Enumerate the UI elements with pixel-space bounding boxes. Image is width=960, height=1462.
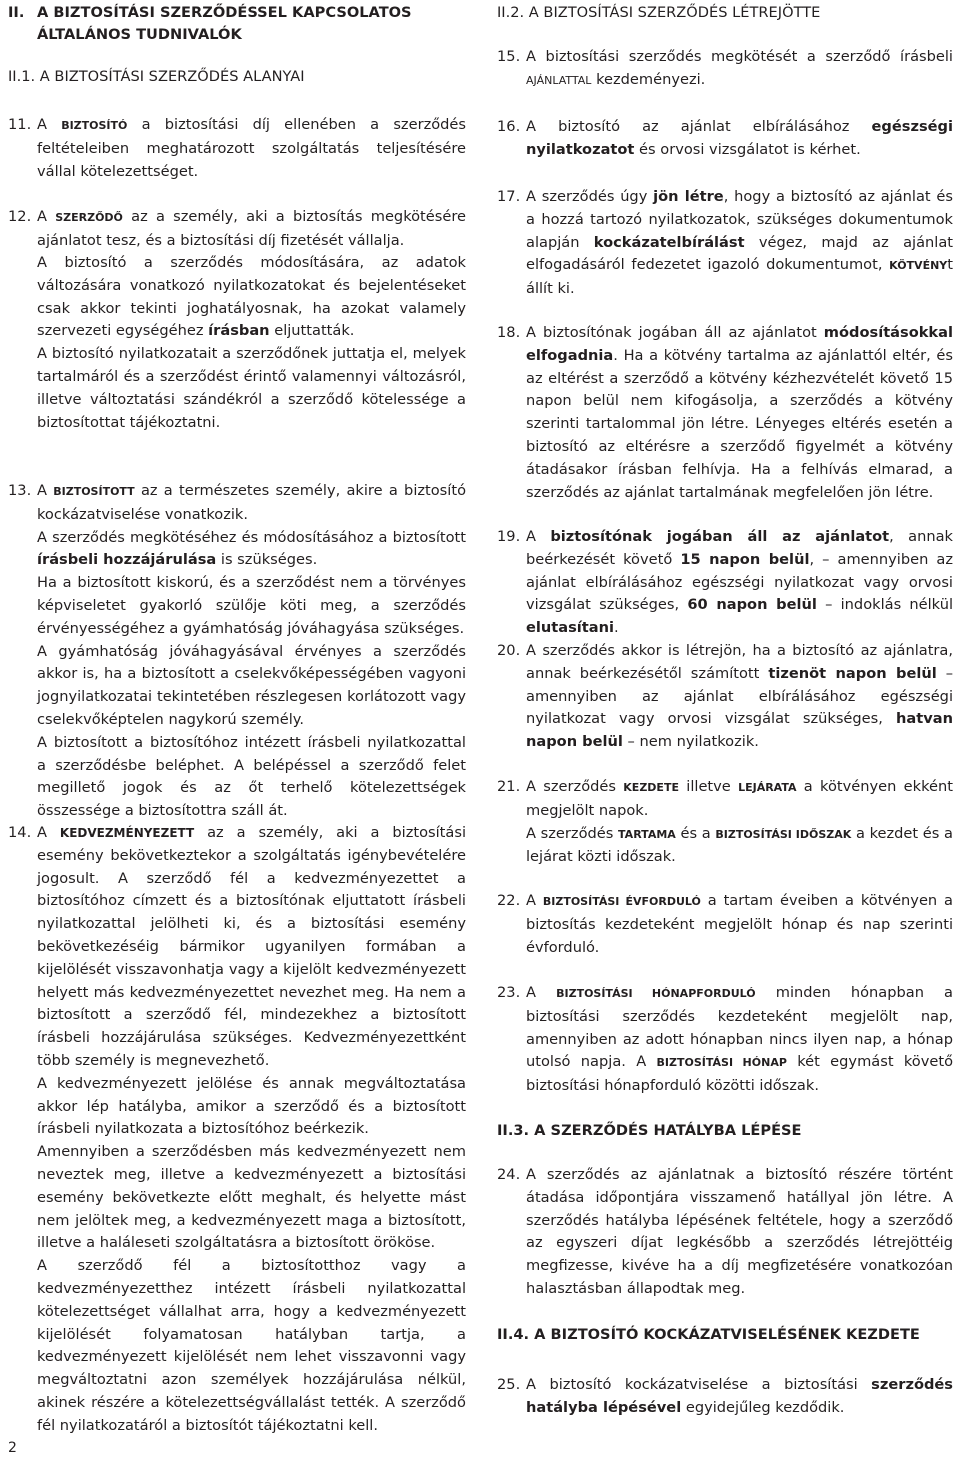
term: TARTAMA	[618, 827, 676, 841]
item-18	[497, 322, 953, 504]
item-17	[497, 186, 953, 301]
item-number: 24.	[497, 1166, 521, 1183]
item-paragraph: A biztosító nyilatkozatait a szerződőnek juttatja el, melyek tartalmáról és a szerződést érintő valamennyi változásról, illetve változtatási szándékról a szerződő kötelessége a biztosítottat tájékoztatni.	[37, 345, 466, 431]
item-paragraph	[37, 252, 466, 343]
page-number: 2	[8, 1440, 17, 1456]
item-paragraph: A biztosított a biztosítóhoz intézett írásbeli nyilatkozattal a szerződésbe beléphet. A belépéssel a szerződő felet megillető jogok és az őt terhelő kötelezettségek összessége a biztosítottra száll át.	[37, 733, 466, 820]
text: A biztosítónak jogában áll az ajánlatot	[526, 324, 824, 341]
text: A	[37, 824, 60, 841]
item-22	[497, 890, 953, 959]
item-body	[526, 1164, 953, 1301]
item-23	[497, 982, 953, 1098]
item-body	[526, 322, 953, 504]
item-paragraph	[526, 776, 953, 823]
item-body	[526, 46, 953, 93]
item-paragraph	[526, 1374, 953, 1420]
text: A szerződés úgy	[526, 188, 654, 205]
text: A szerződés	[526, 824, 619, 842]
text: . Ha a kötvény tartalma az ajánlattól eltér, és az eltérést a szerződő a kötvény kézhezvételét követő 15 napon belül nem kifogásolja, a szerződés a kötvény szerinti tartalommal jön létre. Lényeges eltérés esetén a biztosító az eltérésre a szerződő figyelmét a kötvény átadásakor írásban felhívja. Ha a felhívás elmarad, a szerződés az ajánlat tartalmának megfelelően jön létre.	[526, 346, 953, 501]
item-21	[497, 776, 953, 869]
item-12-continuation	[37, 252, 466, 434]
item-paragraph	[526, 640, 953, 754]
text: A	[526, 528, 551, 545]
text: kezdeményezi.	[591, 70, 706, 88]
term: AJÁNLATTAL	[526, 73, 592, 87]
text: A	[37, 482, 54, 499]
item-number: 15.	[497, 48, 521, 65]
text: A	[37, 116, 62, 133]
emphasis: írásbeli hozzájárulása	[37, 551, 217, 569]
item-paragraph	[526, 982, 953, 1098]
emphasis: egészségi nyilatkozatot	[526, 118, 953, 158]
text: t állít ki.	[526, 256, 953, 298]
text: , annak beérkezését követő	[526, 528, 953, 568]
text: a kötvényen ekként megjelölt napok.	[526, 778, 953, 819]
item-paragraph	[526, 46, 953, 93]
item-body	[526, 776, 953, 869]
text: A	[37, 208, 56, 225]
item-paragraph: Ha a biztosított kiskorú, és a szerződést nem a törvényes képviseletet gyakorló szülője köti meg, a szerződés érvényességéhez a gyámhatóság jóváhagyása szükséges.	[37, 574, 466, 637]
emphasis: jön létre	[653, 188, 724, 205]
text: – amennyiben az ajánlat elbírálásához egészségi nyilatkozat vagy orvosi vizsgálat szükséges,	[526, 664, 954, 728]
emphasis: szerződés hatályba lépésével	[526, 1376, 953, 1416]
text: az a természetes személy, akire a biztosító kockázatviselése vonatkozik.	[37, 482, 466, 523]
text: és a	[675, 824, 716, 842]
item-paragraph	[37, 114, 466, 183]
item-body	[37, 822, 466, 1438]
item-paragraph: A gyámhatóság jóváhagyásával érvényes a szerződés akkor is, ha a biztosított a cselekvőképességében vagyoni jognyilatkozatai tekintetében részlegesen korlátozott vagy cselekvőképtelen nagykorú személy.	[37, 642, 466, 728]
item-19	[497, 526, 953, 640]
emphasis: 15 napon belül	[680, 550, 810, 568]
item-body	[37, 206, 466, 253]
section-heading-ii-4: II.4. A BIZTOSÍTÓ KOCKÁZATVISELÉSÉNEK KEZDETE	[497, 1326, 920, 1343]
text: A	[526, 984, 557, 1001]
item-body	[37, 114, 466, 183]
section-heading-ii-2: II.2. A BIZTOSÍTÁSI SZERZŐDÉS LÉTREJÖTTE	[497, 4, 821, 21]
term: BIZTOSÍTÁSI HÓNAPFORDULÓ	[556, 987, 756, 1000]
item-body	[526, 526, 953, 640]
emphasis: tizenöt napon belül	[768, 664, 937, 682]
term: KÖTVÉNY	[889, 259, 948, 273]
term: BIZTOSÍTÁSI HÓNAP	[656, 1056, 787, 1070]
text: .	[614, 619, 619, 637]
item-14	[8, 822, 466, 1438]
item-number: 13.	[8, 482, 32, 499]
item-paragraph	[37, 480, 466, 527]
item-paragraph: A szerződés az ajánlatnak a biztosító részére történt átadása időpontjára visszamenő hatállyal jön létre. A szerződés hatályba lépésének feltétele, hogy a szerződő az egyszeri díjat legkésőbb a szerződés létrejöttéig megfizesse, kivéve ha a díj megfizetésére vonatkozóan halasztásban állapodtak meg.	[526, 1166, 953, 1297]
item-number: 11.	[8, 116, 32, 133]
text: a tartam éveiben a kötvényen a biztosítás kezdeteként megjelölt hónap és nap szerinti évforduló.	[526, 892, 953, 956]
term: KEZDETE	[623, 781, 679, 794]
term: BIZTOSÍTOTT	[53, 485, 135, 498]
item-20	[497, 640, 953, 754]
text: A szerződés	[526, 778, 624, 795]
item-paragraph	[37, 527, 466, 573]
text: A biztosító kockázatviselése a biztosítási	[526, 1376, 872, 1393]
heading-line-1: A BIZTOSÍTÁSI SZERZŐDÉSSEL KAPCSOLATOS	[37, 4, 412, 21]
item-12	[8, 206, 466, 253]
text: minden hónapban a biztosítási szerződés kezdeteként megjelölt nap, amennyiben az adott hónapban nincs ilyen nap, a hónap utolsó napja. A	[526, 984, 954, 1071]
emphasis: írásban	[208, 322, 270, 340]
text: A biztosítási szerződés megkötését a szerződő írásbeli	[526, 48, 953, 65]
item-paragraph	[526, 116, 953, 162]
text: , – amennyiben az ajánlat elbírálásához egészségi nyilatkozat vagy orvosi vizsgálat szükséges,	[526, 550, 953, 614]
term: KEDVEZMÉNYEZETT	[59, 826, 195, 840]
item-24	[497, 1164, 953, 1301]
text: a kezdet és a lejárat közti időszak.	[526, 824, 953, 866]
item-number: 12.	[8, 208, 32, 225]
text: két egymást követő biztosítási hónapforduló közötti időszak.	[526, 1053, 953, 1095]
text: a biztosítási díj ellenében a szerződés feltételeiben meghatározott szolgáltatás teljesítésére vállal kötelezettséget.	[37, 116, 466, 180]
text: , hogy a biztosító az ajánlat és a hozzá tartozó nyilatkozatok, szükséges dokumentumok alapján	[526, 188, 953, 251]
text: A szerződés akkor is létrejön, ha a biztosító az ajánlatra, annak beérkezésétől számított	[526, 642, 953, 682]
item-paragraph: A szerződő fél a biztosítotthoz vagy a kedvezményezetthez intézett írásbeli nyilatkozattal kötelezettséget vállalhat arra, hogy a kedvezményezett kijelölését folyamatosan hatályban tartja, a kedvezményezett kijelölését nem lehet visszavonni vagy megváltoztatni azon személyek hozzájárulása nélkül, akinek részére a kötelezettségvállalást tették. A szerződő fél nyilatkozatáról a biztosítót tájékoztatni kell.	[37, 1257, 466, 1434]
text: az a személy, aki a biztosítás megkötésére ajánlatot tesz, és a biztosítási díj fizetését vállalja.	[37, 208, 467, 249]
item-paragraph	[526, 823, 953, 870]
section-heading-ii-3: II.3. A SZERZŐDÉS HATÁLYBA LÉPÉSE	[497, 1122, 802, 1139]
item-11	[8, 114, 466, 183]
item-paragraph: Amennyiben a szerződésben más kedvezményezett nem neveztek meg, illetve a kedvezményezett a biztosítási esemény bekövetkezte előtt meghalt, és helyette mást nem jelöltek meg, a kedvezményezett maga a biztosított, illetve a haláleseti szolgáltatásra a biztosított örököse.	[37, 1143, 466, 1252]
text: az a személy, aki a biztosítási esemény bekövetkeztekor a szolgáltatás igénybevételére jogosult. A szerződő fél a kedvezményezettet a biztosítóhoz címzett és a biztosítónak eljuttatott írásbeli nyilatkozattal jelölheti ki, és a biztosítási esemény bekövetkezéséig bármikor ugyanilyen formában a kijelölését visszavonhatja vagy a kijelölt kedvezményezett helyett más kedvezményezettet nevezhet meg. Ha nem a biztosított a szerződő fél, mindezekhez a biztosított írásbeli hozzájárulása szükséges. Kedvezményezettként több személy is megnevezhető.	[37, 824, 466, 1069]
text: illetve	[678, 778, 739, 795]
emphasis: kockázatelbírálást	[593, 233, 745, 251]
text: A biztosító a szerződés módosítására, az adatok változására vonatkozó nyilatkozatokat és bejelentéseket csak akkor tekinti joghatályosnak, ha azokat valamely szervezeti egységéhez	[37, 254, 466, 340]
item-body	[37, 480, 466, 823]
term: BIZTOSÍTÁSI IDŐSZAK	[715, 827, 852, 841]
item-body	[526, 640, 953, 754]
section-heading-ii-1: II.1. A BIZTOSÍTÁSI SZERZŐDÉS ALANYAI	[8, 68, 305, 85]
emphasis: hatvan napon belül	[526, 710, 953, 751]
item-paragraph	[526, 322, 953, 504]
text: egyidejűleg kezdődik.	[681, 1398, 845, 1416]
item-13	[8, 480, 466, 823]
heading-text	[37, 2, 412, 46]
section-heading-ii	[8, 2, 466, 46]
text: is szükséges.	[216, 551, 318, 569]
term: BIZTOSÍTÓ	[61, 119, 128, 132]
item-paragraph	[526, 186, 953, 301]
item-body	[526, 982, 953, 1098]
heading-number: II.	[8, 4, 25, 21]
emphasis: biztosítónak jogában áll az ajánlatot	[550, 528, 890, 545]
text: A	[526, 892, 543, 909]
term: SZERZŐDŐ	[55, 211, 123, 224]
item-paragraph	[526, 526, 953, 640]
item-number: 18.	[497, 324, 521, 341]
item-paragraph	[526, 890, 953, 959]
text: A biztosító az ajánlat elbírálásához	[526, 118, 872, 135]
item-body	[526, 186, 953, 301]
text: végez, majd az ajánlat elfogadásáról fedezetet igazoló dokumentumot,	[526, 233, 954, 274]
item-25	[497, 1374, 953, 1420]
item-number: 22.	[497, 892, 521, 909]
text: – nem nyilatkozik.	[622, 733, 759, 751]
text: és orvosi vizsgálatot is kérhet.	[634, 140, 861, 158]
item-paragraph	[37, 206, 466, 253]
item-number: 21.	[497, 778, 521, 795]
term: LEJÁRATA	[738, 781, 797, 794]
text: – indoklás nélkül	[816, 596, 953, 614]
term: BIZTOSÍTÁSI ÉVFORDULÓ	[542, 895, 701, 908]
emphasis: módosításokkal elfogadnia	[526, 324, 953, 364]
item-number: 25.	[497, 1376, 521, 1393]
item-body	[526, 116, 953, 162]
heading-line-2: ÁLTALÁNOS TUDNIVALÓK	[37, 26, 242, 43]
text: eljuttatták.	[269, 322, 355, 340]
item-paragraph: A kedvezményezett jelölése és annak megváltoztatása akkor lép hatályba, amikor a szerződő és a biztosított írásbeli nyilatkozata a biztosítóhoz beérkezik.	[37, 1074, 466, 1138]
item-15	[497, 46, 953, 93]
emphasis: 60 napon belül	[687, 596, 817, 614]
item-number: 19.	[497, 528, 521, 545]
item-number: 14.	[8, 824, 32, 841]
item-number: 16.	[497, 118, 521, 135]
item-number: 20.	[497, 642, 521, 659]
item-body	[526, 890, 953, 959]
emphasis: elutasítani	[526, 619, 615, 637]
item-body	[526, 1374, 953, 1420]
item-number: 17.	[497, 188, 521, 205]
item-number: 23.	[497, 984, 521, 1001]
text: A szerződés megkötéséhez és módosításához a biztosított	[37, 528, 466, 546]
item-paragraph	[37, 822, 466, 1073]
item-16	[497, 116, 953, 162]
